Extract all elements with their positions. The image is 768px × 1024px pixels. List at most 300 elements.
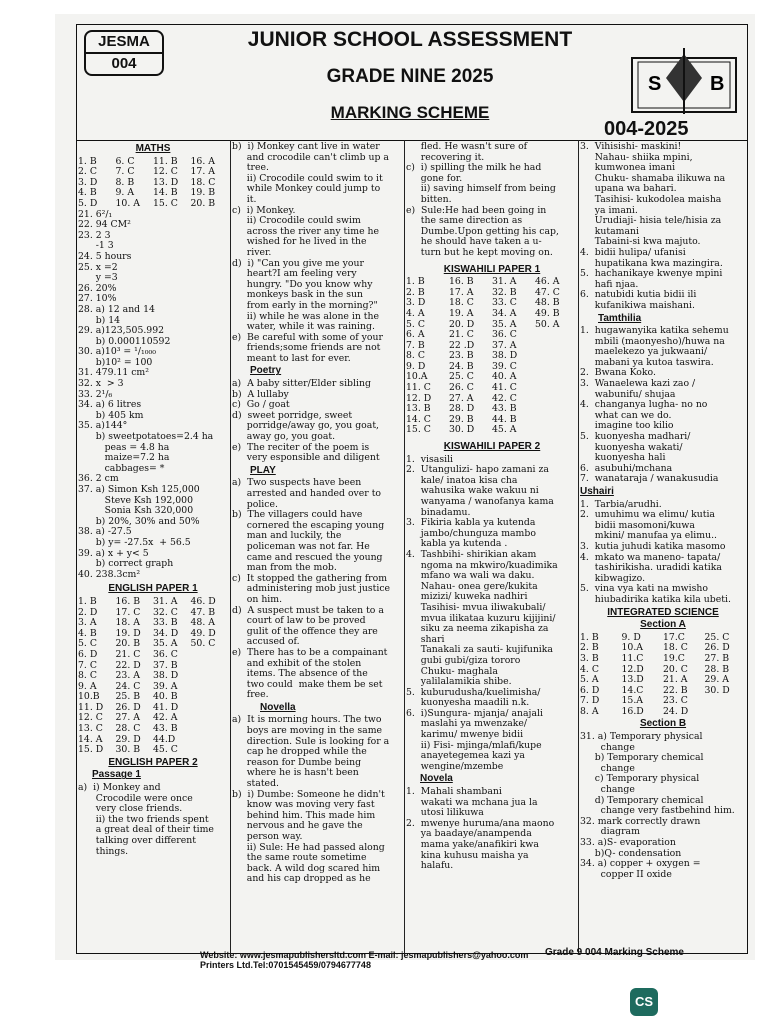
- footer-website: Website: www.jesmapublishersltd.com E-mail: jesmapublishers@yahoo.com: [200, 950, 529, 960]
- answer-line: the same direction as: [406, 215, 523, 227]
- play-answers: [232, 478, 402, 700]
- answer-line: things.: [78, 845, 129, 857]
- answer-line: d) A suspect must be taken to a: [232, 604, 384, 616]
- mcq-answer: 15. C: [406, 424, 431, 436]
- answer-line: and crocodile can't climb up a: [232, 151, 389, 163]
- answer-line: Steve Ksh 192,000: [78, 494, 194, 506]
- mcq-answer: 6. D: [580, 684, 600, 696]
- mcq-answer: 23. A: [115, 670, 140, 682]
- answer-line: 33. 2¹/₆: [78, 388, 113, 400]
- answer-line: change very fastbehind him.: [580, 805, 735, 817]
- answer-line: he should have taken a u-: [406, 236, 542, 248]
- badge-code: 004: [111, 55, 137, 72]
- badge-name: JESMA: [86, 32, 162, 54]
- answer-line: Crocodile were once: [78, 792, 193, 804]
- english1-heading: ENGLISH PAPER 1: [108, 583, 198, 595]
- mcq-answer: 9. D: [621, 631, 641, 643]
- maths-heading: MATHS: [135, 143, 171, 154]
- mcq-answer: 43. B: [492, 403, 517, 415]
- mcq-answer: 8. A: [580, 705, 599, 717]
- answer-line: a) It is morning hours. The two: [232, 714, 382, 726]
- answer-line: b) i) Dumbe: Someone he didn't: [232, 788, 385, 800]
- mcq-answer: 7. D: [580, 695, 600, 707]
- mcq-answer: 14.C: [621, 684, 644, 696]
- answer-line: 36. 2 cm: [78, 473, 119, 485]
- mcq-answer: [191, 682, 229, 693]
- answer-line: Urudiaji- hisia tele/hisia za: [580, 215, 722, 227]
- mcq-answer: 1. B: [78, 595, 97, 607]
- answer-line: gone for.: [406, 172, 463, 184]
- answer-line: upana wa bahari.: [580, 183, 677, 195]
- answer-line: maelekezo ya jukwaani/: [580, 346, 708, 358]
- mcq-answer: [191, 713, 229, 724]
- answer-line: b) correct graph: [78, 558, 174, 570]
- marking-scheme-title: MARKING SCHEME: [330, 103, 490, 122]
- mcq-answer: 17. C: [115, 606, 141, 618]
- answer-line: river.: [232, 246, 272, 258]
- mcq-answer: 34. D: [153, 627, 179, 639]
- answer-line: mabani ya kutoa taswira.: [580, 356, 714, 368]
- answer-line: 3. Fikiria kabla ya kutenda: [406, 517, 536, 529]
- answer-line: Nahau- shiika mpini,: [580, 151, 693, 163]
- answer-line: 31. a) Temporary physical: [580, 731, 703, 743]
- mcq-answer: 19. B: [190, 187, 216, 199]
- answer-line: kuonyesha maadili n.k.: [406, 697, 530, 709]
- mcq-answer: 10.A: [621, 642, 643, 654]
- mcq-answer: 25. C: [449, 371, 474, 383]
- answer-line: b) The villagers could have: [232, 509, 363, 521]
- answer-line: Chuku- shamaba ilikuwa na: [580, 172, 726, 184]
- column-kiswahili: [406, 142, 578, 942]
- mcq-answer: 29. D: [115, 733, 141, 745]
- answer-line: 1. hugawanyika katika sehemu: [580, 325, 729, 337]
- mcq-answer: 38. D: [492, 350, 518, 362]
- mcq-answer: 3. B: [580, 652, 599, 664]
- answer-line: imagine too kilio: [580, 420, 674, 432]
- answer-line: ii) Crocodile could swim: [232, 215, 361, 227]
- answer-line: two could make them be set: [232, 678, 383, 690]
- kiswahili1-heading: KISWAHILI PAPER 1: [443, 263, 541, 275]
- answer-line: ii) while he was alone in the: [232, 310, 380, 322]
- mcq-answer: 3. A: [78, 617, 97, 629]
- mcq-answer: [535, 341, 578, 352]
- mcq-answer: 20. B: [115, 638, 141, 650]
- mcq-answer: 25. B: [115, 691, 141, 703]
- mcq-answer: 17. A: [449, 286, 474, 298]
- mcq-answer: 21. C: [449, 329, 474, 341]
- mcq-answer: 4. B: [78, 187, 97, 199]
- answer-line: kina kuhusu maisha ya: [406, 849, 529, 861]
- answer-line: kale/ inatoa kisa cha: [406, 474, 518, 486]
- mcq-answer: 46. A: [535, 276, 560, 288]
- mcq-answer: 31. A: [492, 276, 517, 288]
- mcq-answer: 5. C: [406, 318, 425, 330]
- logo-letter-left: S: [648, 73, 662, 95]
- answer-line: wabunifu/ shujaa: [580, 388, 676, 400]
- mcq-answer: 2. D: [78, 606, 98, 618]
- answer-line: change: [580, 741, 635, 753]
- answer-line: 33. a)S- evaporation: [580, 837, 676, 848]
- answer-line: 3. Vihisishi- maskini!: [580, 142, 682, 152]
- mcq-answer: 33. B: [153, 617, 178, 629]
- answer-line: came and rescued the young: [232, 551, 383, 563]
- mcq-answer: [705, 696, 747, 707]
- answer-line: b)10² = 100: [78, 356, 153, 368]
- answer-line: court of law to be proved: [232, 615, 366, 627]
- answer-line: b)Q- condensation: [580, 847, 682, 859]
- answer-line: e) The reciter of the poem is: [232, 441, 370, 453]
- mcq-answer: 1. B: [580, 631, 599, 643]
- mcq-answer: 50. C: [190, 638, 216, 650]
- mcq-answer: 29. A: [704, 674, 729, 686]
- english2-heading: ENGLISH PAPER 2: [108, 756, 198, 768]
- mcq-answer: 25. C: [704, 631, 730, 643]
- mcq-answer: 46. D: [190, 595, 216, 607]
- mcq-answer: 9. D: [406, 360, 426, 372]
- answer-line: 5. hachanikaye kwenye mpini: [580, 268, 723, 280]
- answer-line: a) A baby sitter/Elder sibling: [232, 378, 371, 390]
- mcq-answer: 30. D: [704, 684, 730, 696]
- mcq-answer: 28. C: [115, 723, 141, 735]
- mcq-answer: 3. D: [406, 297, 426, 309]
- answer-line: d) sweet porridge, sweet: [232, 409, 353, 421]
- answer-line: hungry. "Do you know why: [232, 278, 373, 290]
- mcq-answer: 14. C: [406, 413, 431, 425]
- passage-heading: Passage 1: [92, 769, 141, 781]
- answer-line: c) It stopped the gathering from: [232, 572, 388, 584]
- answer-line: d) Temporary chemical: [580, 794, 704, 806]
- mcq-answer: 13. D: [153, 176, 179, 188]
- mcq-answer: [535, 383, 578, 394]
- answer-line: 6. natubidi kutia bidii ili: [580, 289, 697, 301]
- mcq-answer: 19. D: [115, 627, 141, 639]
- answer-line: Chuku- maghala: [406, 665, 498, 677]
- answer-line: yalilalamikia shibe.: [406, 676, 512, 688]
- mcq-answer: 16. B: [449, 276, 474, 288]
- mcq-answer: [191, 735, 229, 746]
- answer-line: change: [580, 784, 635, 796]
- answer-line: cornered the escaping young: [232, 519, 385, 531]
- answer-line: e) Sule:He had been going in: [406, 204, 547, 216]
- answer-line: kuonyesha hali: [580, 452, 666, 464]
- mcq-answer: 9. A: [115, 187, 135, 199]
- mcq-answer: 14. A: [78, 733, 103, 745]
- answer-line: ngoma na mkwiro/kuadimika: [406, 559, 558, 571]
- column-divider: [404, 140, 405, 954]
- mcq-answer: 3. D: [78, 176, 98, 188]
- answer-line: 21. 6²/₁: [78, 208, 113, 220]
- answer-line: and his cap dropped as he: [232, 873, 371, 885]
- novela-answers: [406, 787, 578, 872]
- answer-line: b) 405 km: [78, 409, 144, 421]
- answer-line: d) i) "Can you give me your: [232, 257, 364, 269]
- mcq-answer: 28. D: [449, 403, 475, 415]
- answer-line: mizizi/ kuweka nadhiri: [406, 591, 528, 603]
- mcq-answer: 41. C: [492, 382, 517, 394]
- answer-line: stated.: [232, 778, 279, 790]
- mcq-answer: 27. A: [115, 712, 140, 724]
- answer-line: 3. Wanaelewa kazi zao /: [580, 378, 696, 390]
- poetry-heading: Poetry: [250, 365, 282, 377]
- column-english-literature: [232, 142, 402, 942]
- mcq-answer: 18. C: [449, 297, 474, 309]
- answer-line: 38. a) -27.5: [78, 526, 132, 538]
- mcq-answer: 36. C: [492, 329, 517, 341]
- novella-heading: Novella: [260, 701, 296, 713]
- answer-line: 37. a) Simon Ksh 125,000: [78, 484, 200, 495]
- answer-line: 2. umuhimu wa elimu/ kutia: [580, 509, 715, 521]
- answer-line: hafi njaa.: [580, 278, 639, 290]
- answer-line: diagram: [580, 826, 640, 838]
- answer-line: maslahi ya mwenzake/: [406, 718, 528, 730]
- mcq-answer: 16. B: [115, 595, 141, 607]
- mcq-answer: 26. D: [115, 701, 141, 713]
- answer-line: 40. 238.3cm²: [78, 568, 141, 580]
- mcq-answer: 39. C: [492, 360, 517, 372]
- mcq-answer: [191, 692, 229, 703]
- mcq-answer: 22. B: [663, 684, 688, 696]
- mcq-answer: [535, 330, 578, 341]
- mcq-answer: 8. C: [78, 670, 97, 682]
- answer-line: tashirikisha. uradidi katika: [580, 562, 722, 574]
- answer-line: Tanakali za sauti- kujifunika: [406, 644, 553, 656]
- answer-line: mkini/ manufaa ya elimu..: [580, 530, 717, 542]
- answer-line: bidii masomoni/kuwa: [580, 519, 695, 531]
- answer-line: siku za neema zikapisha za: [406, 623, 549, 635]
- logo-letter-right: B: [710, 73, 725, 95]
- maths-answers: [78, 210, 228, 581]
- mcq-answer: 1. B: [406, 276, 425, 288]
- answer-line: 4. Tashbihi- shirikian akam: [406, 548, 537, 560]
- section-a-heading: Section A: [640, 619, 686, 631]
- answer-line: man from the mob.: [232, 562, 337, 574]
- answer-line: 39. a) x + y< 5: [78, 547, 149, 559]
- answer-line: 27. 10%: [78, 293, 117, 305]
- column-divider: [578, 140, 579, 954]
- mcq-answer: 19. A: [449, 307, 474, 319]
- mcq-answer: 8. C: [406, 350, 425, 362]
- mcq-answer: 24. C: [115, 680, 141, 692]
- mcq-answer: 28. B: [704, 663, 730, 675]
- mcq-answer: [535, 415, 578, 426]
- mcq-answer: [191, 671, 229, 682]
- answer-line: accused of.: [232, 636, 300, 648]
- answer-line: and exhibit of the stolen: [232, 657, 362, 669]
- answer-line: talking over different: [78, 835, 196, 846]
- answer-line: on him.: [232, 593, 283, 605]
- mcq-answer: 15. C: [153, 197, 178, 209]
- mcq-answer: 18. C: [663, 642, 688, 654]
- mcq-answer: 4. A: [406, 307, 425, 319]
- kiswahili2-answers: [406, 455, 578, 773]
- mcq-answer: 6. A: [406, 329, 425, 341]
- mcq-answer: 23. C: [663, 695, 688, 707]
- maths-mcq-grid: [78, 157, 228, 210]
- mcq-answer: 36. C: [153, 648, 178, 660]
- answer-line: water, while it was raining.: [232, 321, 375, 333]
- answer-line: 5. vina vya kati na mwisho: [580, 583, 708, 595]
- answer-line: a) Two suspects have been: [232, 477, 362, 489]
- mcq-answer: 21. C: [115, 648, 141, 660]
- mcq-answer: [535, 394, 578, 405]
- answer-line: 28. a) 12 and 14: [78, 303, 155, 315]
- answer-line: 1. Mahali shambani: [406, 786, 502, 798]
- answer-line: policeman was not far. He: [232, 540, 370, 552]
- mcq-answer: 17. A: [190, 166, 215, 178]
- answer-line: 6. i)Sungura- mjanja/ anajali: [406, 707, 543, 719]
- mcq-answer: 30. B: [115, 744, 141, 756]
- answer-line: bitten.: [406, 193, 452, 205]
- mcq-answer: 13.D: [621, 674, 644, 686]
- english1-mcq-grid: [78, 597, 228, 756]
- mcq-answer: 42. A: [153, 712, 178, 724]
- mcq-answer: 7. B: [406, 339, 425, 351]
- novela-heading: Novela: [420, 773, 453, 785]
- answer-line: copper II oxide: [580, 868, 672, 880]
- mcq-answer: 44. B: [492, 413, 517, 425]
- answer-line: e) There has to be a compainant: [232, 646, 388, 658]
- answer-line: 1. visasili: [406, 453, 454, 465]
- answer-line: wahusika wake wakuu ni: [406, 485, 539, 497]
- answer-line: 24. 5 hours: [78, 250, 132, 262]
- mcq-answer: [535, 404, 578, 415]
- answer-line: 2. Utangulizi- hapo zamani za: [406, 464, 549, 476]
- mcq-answer: 18. C: [190, 176, 216, 188]
- answer-line: 32. x > 3: [78, 378, 124, 390]
- answer-line: mbili (maonyesho)/huwa na: [580, 335, 725, 347]
- mcq-answer: [191, 745, 229, 756]
- camscanner-badge[interactable]: CS: [630, 988, 658, 1016]
- answer-line: c) i) spilling the milk he had: [406, 162, 542, 174]
- mcq-answer: 11. B: [153, 155, 178, 167]
- mcq-answer: 12. D: [406, 392, 432, 404]
- mcq-answer: 49. B: [535, 307, 560, 319]
- section-b-heading: Section B: [639, 718, 687, 730]
- answer-line: 4. mkato wa maneno- tapata/: [580, 551, 721, 563]
- answer-line: direction. Sule is looking for a: [232, 735, 390, 747]
- poetry-answers: [232, 379, 402, 464]
- mcq-answer: 37. A: [492, 339, 517, 351]
- answer-line: 32. mark correctly drawn: [580, 815, 701, 827]
- mcq-answer: 38. D: [153, 670, 179, 682]
- answer-line: 4. bidii hulipa/ ufanisi: [580, 246, 686, 258]
- answer-line: Tabaini-si kwa majuto.: [580, 236, 701, 248]
- answer-line: heart?I am feeling very: [232, 268, 357, 280]
- answer-line: Tasihisi- kukodolea maisha: [580, 193, 722, 205]
- answer-line: what can we do.: [580, 409, 672, 421]
- column-divider: [230, 140, 231, 954]
- mcq-answer: 24. B: [449, 360, 474, 372]
- mcq-answer: 10.A: [406, 371, 428, 383]
- footer-printer: Printers Ltd.Tel:0701545459/0794677748: [200, 960, 371, 970]
- mcq-answer: 19.C: [663, 652, 685, 664]
- answer-line: it.: [232, 193, 257, 205]
- header-divider: [76, 140, 748, 141]
- mcq-answer: 11.C: [621, 652, 644, 664]
- answer-line: hupatikana kwa mazingira.: [580, 257, 723, 269]
- answer-line: b) sweetpotatoes=2.4 ha: [78, 431, 214, 443]
- mcq-answer: 6. C: [115, 155, 135, 167]
- mcq-answer: 4. B: [78, 627, 97, 639]
- answer-line: Dumbe.Upon getting his cap,: [406, 225, 559, 237]
- answer-line: administering mob just justice: [232, 583, 391, 595]
- mcq-answer: [535, 351, 578, 362]
- answer-line: change: [580, 762, 635, 774]
- novella-answers-cont: [406, 142, 578, 259]
- answer-line: cabbages= *: [78, 462, 165, 474]
- answer-line: 35. a)144°: [78, 420, 128, 432]
- answer-line: man and luckily, the: [232, 530, 342, 542]
- science-mcq-grid: [580, 633, 746, 718]
- mcq-answer: 20. B: [190, 197, 216, 209]
- answer-line: ya imani.: [580, 204, 638, 216]
- answer-line: y =3: [78, 272, 118, 284]
- answer-line: Nahau- onea gere/kukita: [406, 580, 538, 592]
- answer-line: shari: [406, 633, 445, 645]
- mcq-answer: 2. C: [78, 166, 97, 178]
- answer-line: reason for Dumbe being: [232, 756, 362, 768]
- answer-line: items. The absence of the: [232, 668, 368, 680]
- mcq-answer: 22 .D: [449, 339, 475, 351]
- mcq-answer: 32. C: [153, 606, 178, 618]
- column-kiswahili-science: [580, 142, 746, 942]
- answer-line: wengine/mzembe: [406, 760, 504, 772]
- answer-line: 23. 2 3: [78, 229, 111, 241]
- mcq-answer: [535, 362, 578, 373]
- answer-line: mvua ilikataa kuzuru kijijini/: [406, 612, 556, 624]
- mcq-answer: 45. A: [492, 424, 517, 436]
- answer-line: kutamani: [580, 225, 639, 237]
- ushairi-answers: [580, 500, 746, 606]
- mcq-answer: 35. A: [153, 638, 178, 650]
- answer-line: wished for he lived in the: [232, 236, 367, 248]
- answer-line: anayetegemea kazi ya: [406, 750, 525, 762]
- mcq-answer: 4. C: [580, 663, 599, 675]
- science-heading: INTEGRATED SCIENCE: [607, 606, 719, 618]
- answer-line: know was moving very fast: [232, 799, 375, 811]
- ushairi-heading: Ushairi: [580, 486, 614, 497]
- mcq-answer: 13. C: [78, 723, 103, 735]
- answer-line: c) Go / goat: [232, 399, 290, 411]
- answer-line: 2. Bwana Koko.: [580, 367, 656, 379]
- mcq-answer: [535, 425, 578, 436]
- mcq-answer: 2. B: [406, 286, 425, 298]
- mcq-answer: 50. A: [535, 318, 560, 330]
- answer-line: 6. asubuhi/mchana: [580, 462, 673, 474]
- answer-line: porridge/away go, you goat,: [232, 420, 380, 432]
- answer-line: 3. kutia juhudi katika masomo: [580, 540, 726, 552]
- mcq-answer: 40. B: [153, 691, 178, 703]
- exam-code: 004-2025: [604, 118, 689, 140]
- mcq-answer: 48. A: [190, 617, 215, 629]
- mcq-answer: 20. C: [663, 663, 688, 675]
- mcq-answer: 48. B: [535, 297, 560, 309]
- mcq-answer: 37. B: [153, 659, 178, 671]
- answer-line: away go, you goat.: [232, 431, 336, 443]
- answer-line: 4. changanya lugha- no no: [580, 399, 708, 411]
- answer-line: Tasihisi- mvua iliwakubali/: [406, 601, 546, 613]
- mcq-answer: 30. D: [449, 424, 475, 436]
- answer-line: mama yake/anafikiri kwa: [406, 839, 539, 850]
- answer-line: ii) Crocodile could swim to it: [232, 172, 383, 184]
- column-maths-english: [78, 142, 228, 942]
- mcq-answer: 8. B: [115, 176, 135, 188]
- grade-title: GRADE NINE 2025: [326, 66, 494, 87]
- answer-line: monkeys bask in the sun: [232, 289, 363, 301]
- mcq-answer: [191, 661, 229, 672]
- answer-line: 29. a)123,505.992: [78, 325, 165, 337]
- mcq-answer: [191, 703, 229, 714]
